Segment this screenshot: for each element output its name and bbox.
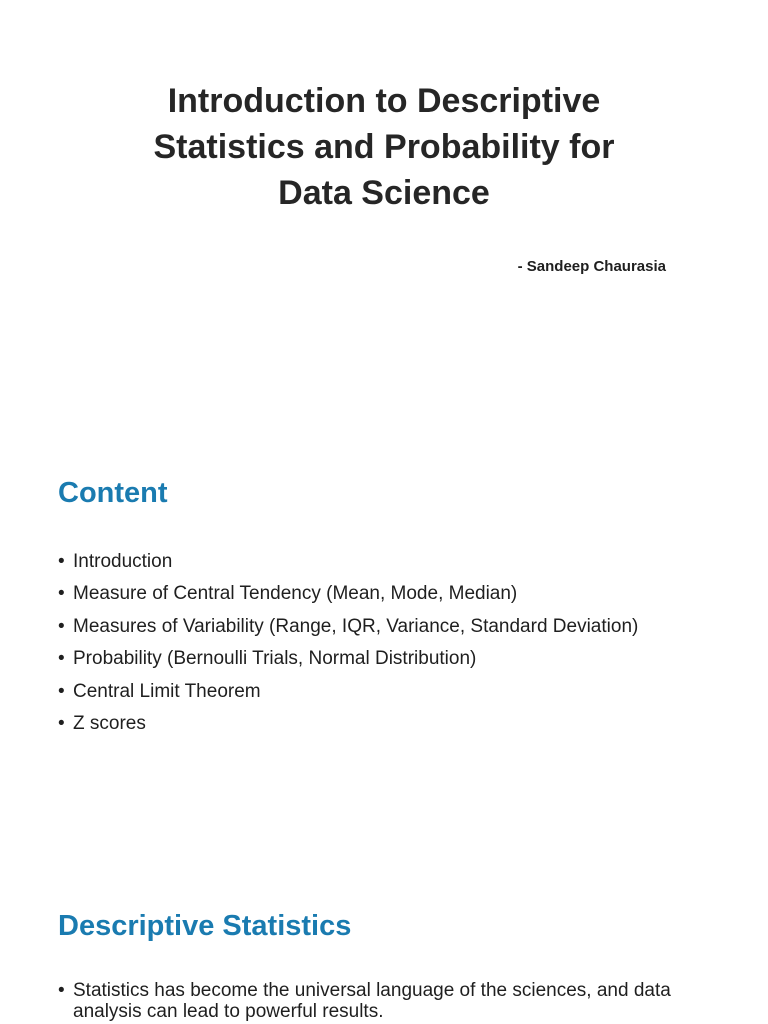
content-bullet-z-scores: • Z scores [58,708,638,740]
content-bullet-probability: • Probability (Bernoulli Trials, Normal Distribution) [58,643,638,675]
content-bullet-list [58,546,638,740]
title-slide [0,0,768,432]
descriptive-statistics-heading: Descriptive Statistics [58,910,352,942]
content-bullet-variability: • Measures of Variability (Range, IQR, Variance, Standard Deviation) [58,611,638,643]
title-line-3: Data Science [278,174,490,212]
title-line-1: Introduction to Descriptive [167,82,601,120]
descriptive-bullet-statistics-language: • Statistics has become the universal language of the sciences, and data analysis can lead to powerful results. [58,980,728,1022]
descriptive-bullet-list [58,980,728,1022]
content-slide [0,432,768,864]
content-bullet-central-tendency: • Measure of Central Tendency (Mean, Mode, Median) [58,578,638,610]
deck-title [0,78,768,216]
title-line-2: Statistics and Probability for [153,128,615,166]
content-bullet-introduction: • Introduction [58,546,638,578]
descriptive-statistics-slide [0,864,768,1024]
author-credit: - Sandeep Chaurasia [517,258,666,275]
content-heading: Content [58,477,168,509]
content-bullet-central-limit-theorem: • Central Limit Theorem [58,676,638,708]
